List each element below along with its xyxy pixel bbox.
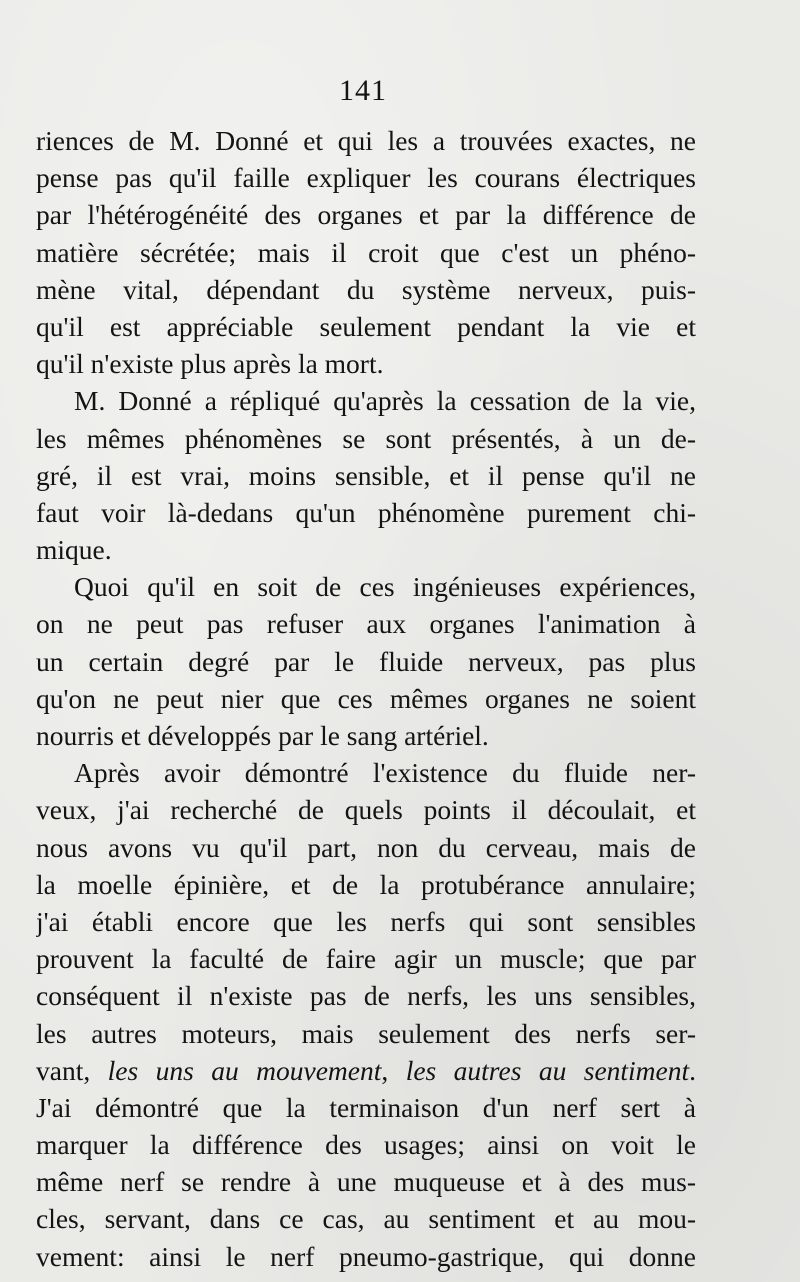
line-comma: ,: [381, 1054, 406, 1086]
text-line: les mêmes phénomènes se sont présentés, à un de-: [36, 422, 696, 454]
text-line: nourris et développés par le sang artériel.: [36, 720, 489, 751]
text-line: riences de M. Donné et qui les a trouvées exactes, ne: [36, 125, 696, 156]
line-period: .: [689, 1054, 696, 1086]
text-line: marquer la différence des usages; ainsi on voit le: [36, 1129, 696, 1161]
text-line: même nerf se rendre à une muqueuse et à des mus-: [36, 1166, 696, 1198]
text-line: prouvent la faculté de faire agir un muscle; que par: [36, 943, 696, 975]
text-line: cles, servant, dans ce cas, au sentiment et au mou-: [36, 1203, 696, 1235]
text-line: les autres moteurs, mais seulement des nerfs ser-: [36, 1017, 696, 1049]
text-line: un certain degré par le fluide nerveux, pas plus: [36, 645, 696, 677]
text-line: Quoi qu'il en soit de ces ingénieuses expériences,: [74, 571, 696, 603]
body-text: [36, 122, 696, 1275]
text-line: par l'hétérogénéité des organes et par la différence de: [36, 199, 696, 231]
text-line: pense pas qu'il faille expliquer les courans électriques: [36, 162, 696, 194]
text-line: conséquent il n'existe pas de nerfs, les uns sensibles,: [36, 980, 696, 1012]
text-line: qu'il n'existe plus après la mort.: [36, 348, 384, 380]
page-number: 141: [339, 74, 387, 107]
text-line: j'ai établi encore que les nerfs qui sont sensibles: [36, 905, 696, 937]
text-line: J'ai démontré que la terminaison d'un nerf sert à: [36, 1091, 696, 1123]
text-line: vement: ainsi le nerf pneumo-gastrique, qui donne: [36, 1240, 696, 1272]
italic-phrase: les uns au mouvement: [107, 1054, 382, 1086]
text-line: la moelle épinière, et de la protubérance annulaire;: [36, 868, 696, 900]
italic-phrase: les autres au sentiment: [405, 1054, 690, 1086]
text-line-with-italics: [36, 1052, 696, 1089]
text-line: mène vital, dépendant du système nerveux, puis-: [36, 273, 696, 305]
line-prefix: vant,: [36, 1054, 108, 1086]
text-line: veux, j'ai recherché de quels points il découlait, et: [36, 794, 696, 826]
text-line: on ne peut pas refuser aux organes l'animation à: [36, 608, 696, 640]
text-line: matière sécrétée; mais il croit que c'est un phéno-: [36, 236, 696, 268]
text-line: gré, il est vrai, moins sensible, et il pense qu'il ne: [36, 459, 696, 491]
text-line: M. Donné a répliqué qu'après la cessation de la vie,: [74, 385, 696, 417]
text-line: Après avoir démontré l'existence du fluide ner-: [74, 757, 696, 789]
text-line: mique.: [36, 534, 112, 566]
text-line: qu'il est appréciable seulement pendant la vie et: [36, 310, 696, 342]
text-line: nous avons vu qu'il part, non du cerveau, mais de: [36, 831, 696, 863]
text-line: faut voir là-dedans qu'un phénomène purement chi-: [36, 496, 696, 528]
text-line: qu'on ne peut nier que ces mêmes organes ne soient: [36, 682, 696, 714]
